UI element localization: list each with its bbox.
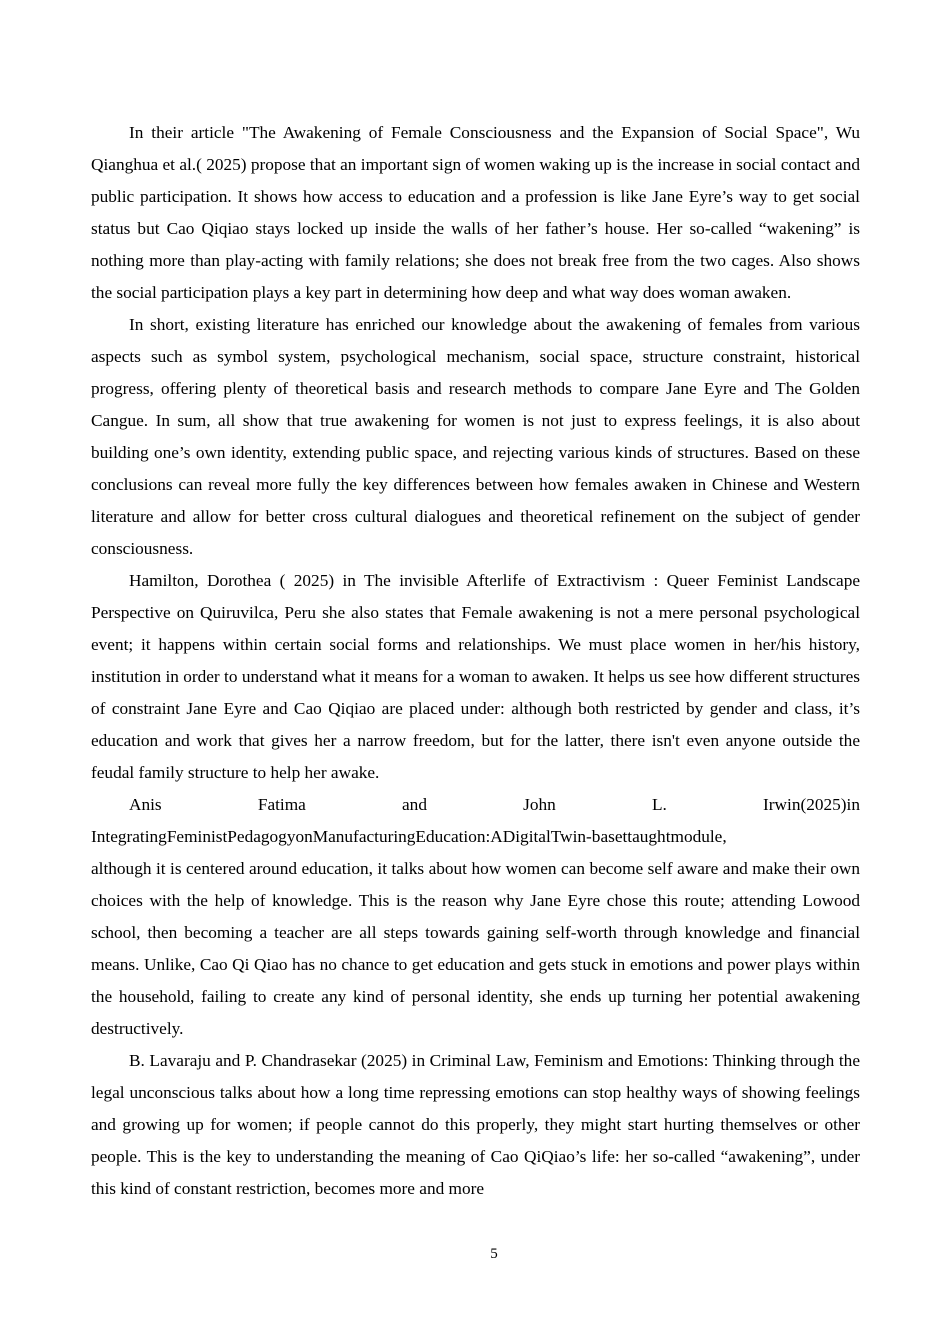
paragraph-hamilton: Hamilton, Dorothea ( 2025) in The invisible Afterlife of Extractivism : Queer Feminist Landscape Perspective on Quiruvilca, Peru she also states that Female awakening is not a mere personal psychological event; it happens within certain social forms and relationships. We must place women in her/his history, institution in order to understand what it means for a woman to awaken. It helps us see how different structures of constraint Jane Eyre and Cao Qiqiao are placed under: although both restricted by gender and class, it’s education and work that gives her a narrow freedom, but for the latter, there isn't even anyone outside the feudal family structure to help her awake. [91, 571, 860, 782]
body-text [91, 117, 860, 1205]
anis-paragraph-title-line: IntegratingFeministPedagogyonManufacturingEducation:ADigitalTwin-basettaughtmodule, [91, 827, 727, 846]
page-number: 5 [490, 1246, 498, 1262]
anis-paragraph-first-line: Anis Fatima and John L. Irwin(2025)in [129, 795, 860, 814]
paragraph-literature-summary: In short, existing literature has enriched our knowledge about the awakening of females from various aspects such as symbol system, psychological mechanism, social space, structure constraint, historical progress, offering plenty of theoretical basis and research methods to compare Jane Eyre and The Golden Cangue. In sum, all show that true awakening for women is not just to express feelings, it is also about building one’s own identity, extending public space, and rejecting various kinds of structures. Based on these conclusions can reveal more fully the key differences between how females awaken in Chinese and Western literature and allow for better cross cultural dialogues and theoretical refinement on the subject of gender consciousness. [91, 315, 860, 558]
anis-paragraph-body: although it is centered around education, it talks about how women can become self aware and make their own choices with the help of knowledge. This is the reason why Jane Eyre chose this route; attending Lowood school, then becoming a teacher are all steps towards gaining self-worth through knowledge and financial means. Unlike, Cao Qi Qiao has no chance to get education and gets stuck in emotions and power plays within the household, failing to create any kind of personal identity, she ends up turning her potential awakening destructively. [91, 859, 860, 1038]
paragraph-anis-fatima [91, 789, 860, 1045]
paragraph-lavaraju: B. Lavaraju and P. Chandrasekar (2025) in Criminal Law, Feminism and Emotions: Thinking through the legal unconscious talks about how a long time repressing emotions can stop healthy ways of showing feelings and growing up for women; if people cannot do this properly, they might start hurting themselves or other people. This is the key to understanding the meaning of Cao QiQiao’s life: her so-called “awakening”, under this kind of constant restriction, becomes more and more [91, 1051, 860, 1198]
paragraph-wu-qianghua: In their article "The Awakening of Female Consciousness and the Expansion of Social Space", Wu Qianghua et al.( 2025) propose that an important sign of women waking up is the increase in social contact and public participation. It shows how access to education and a profession is like Jane Eyre’s way to get social status but Cao Qiqiao stays locked up inside the walls of her father’s house. Her so-called “wakening” is nothing more than play-acting with family relations; she does not break free from the two cages. Also shows the social participation plays a key part in determining how deep and what way does woman awaken. [91, 123, 860, 302]
